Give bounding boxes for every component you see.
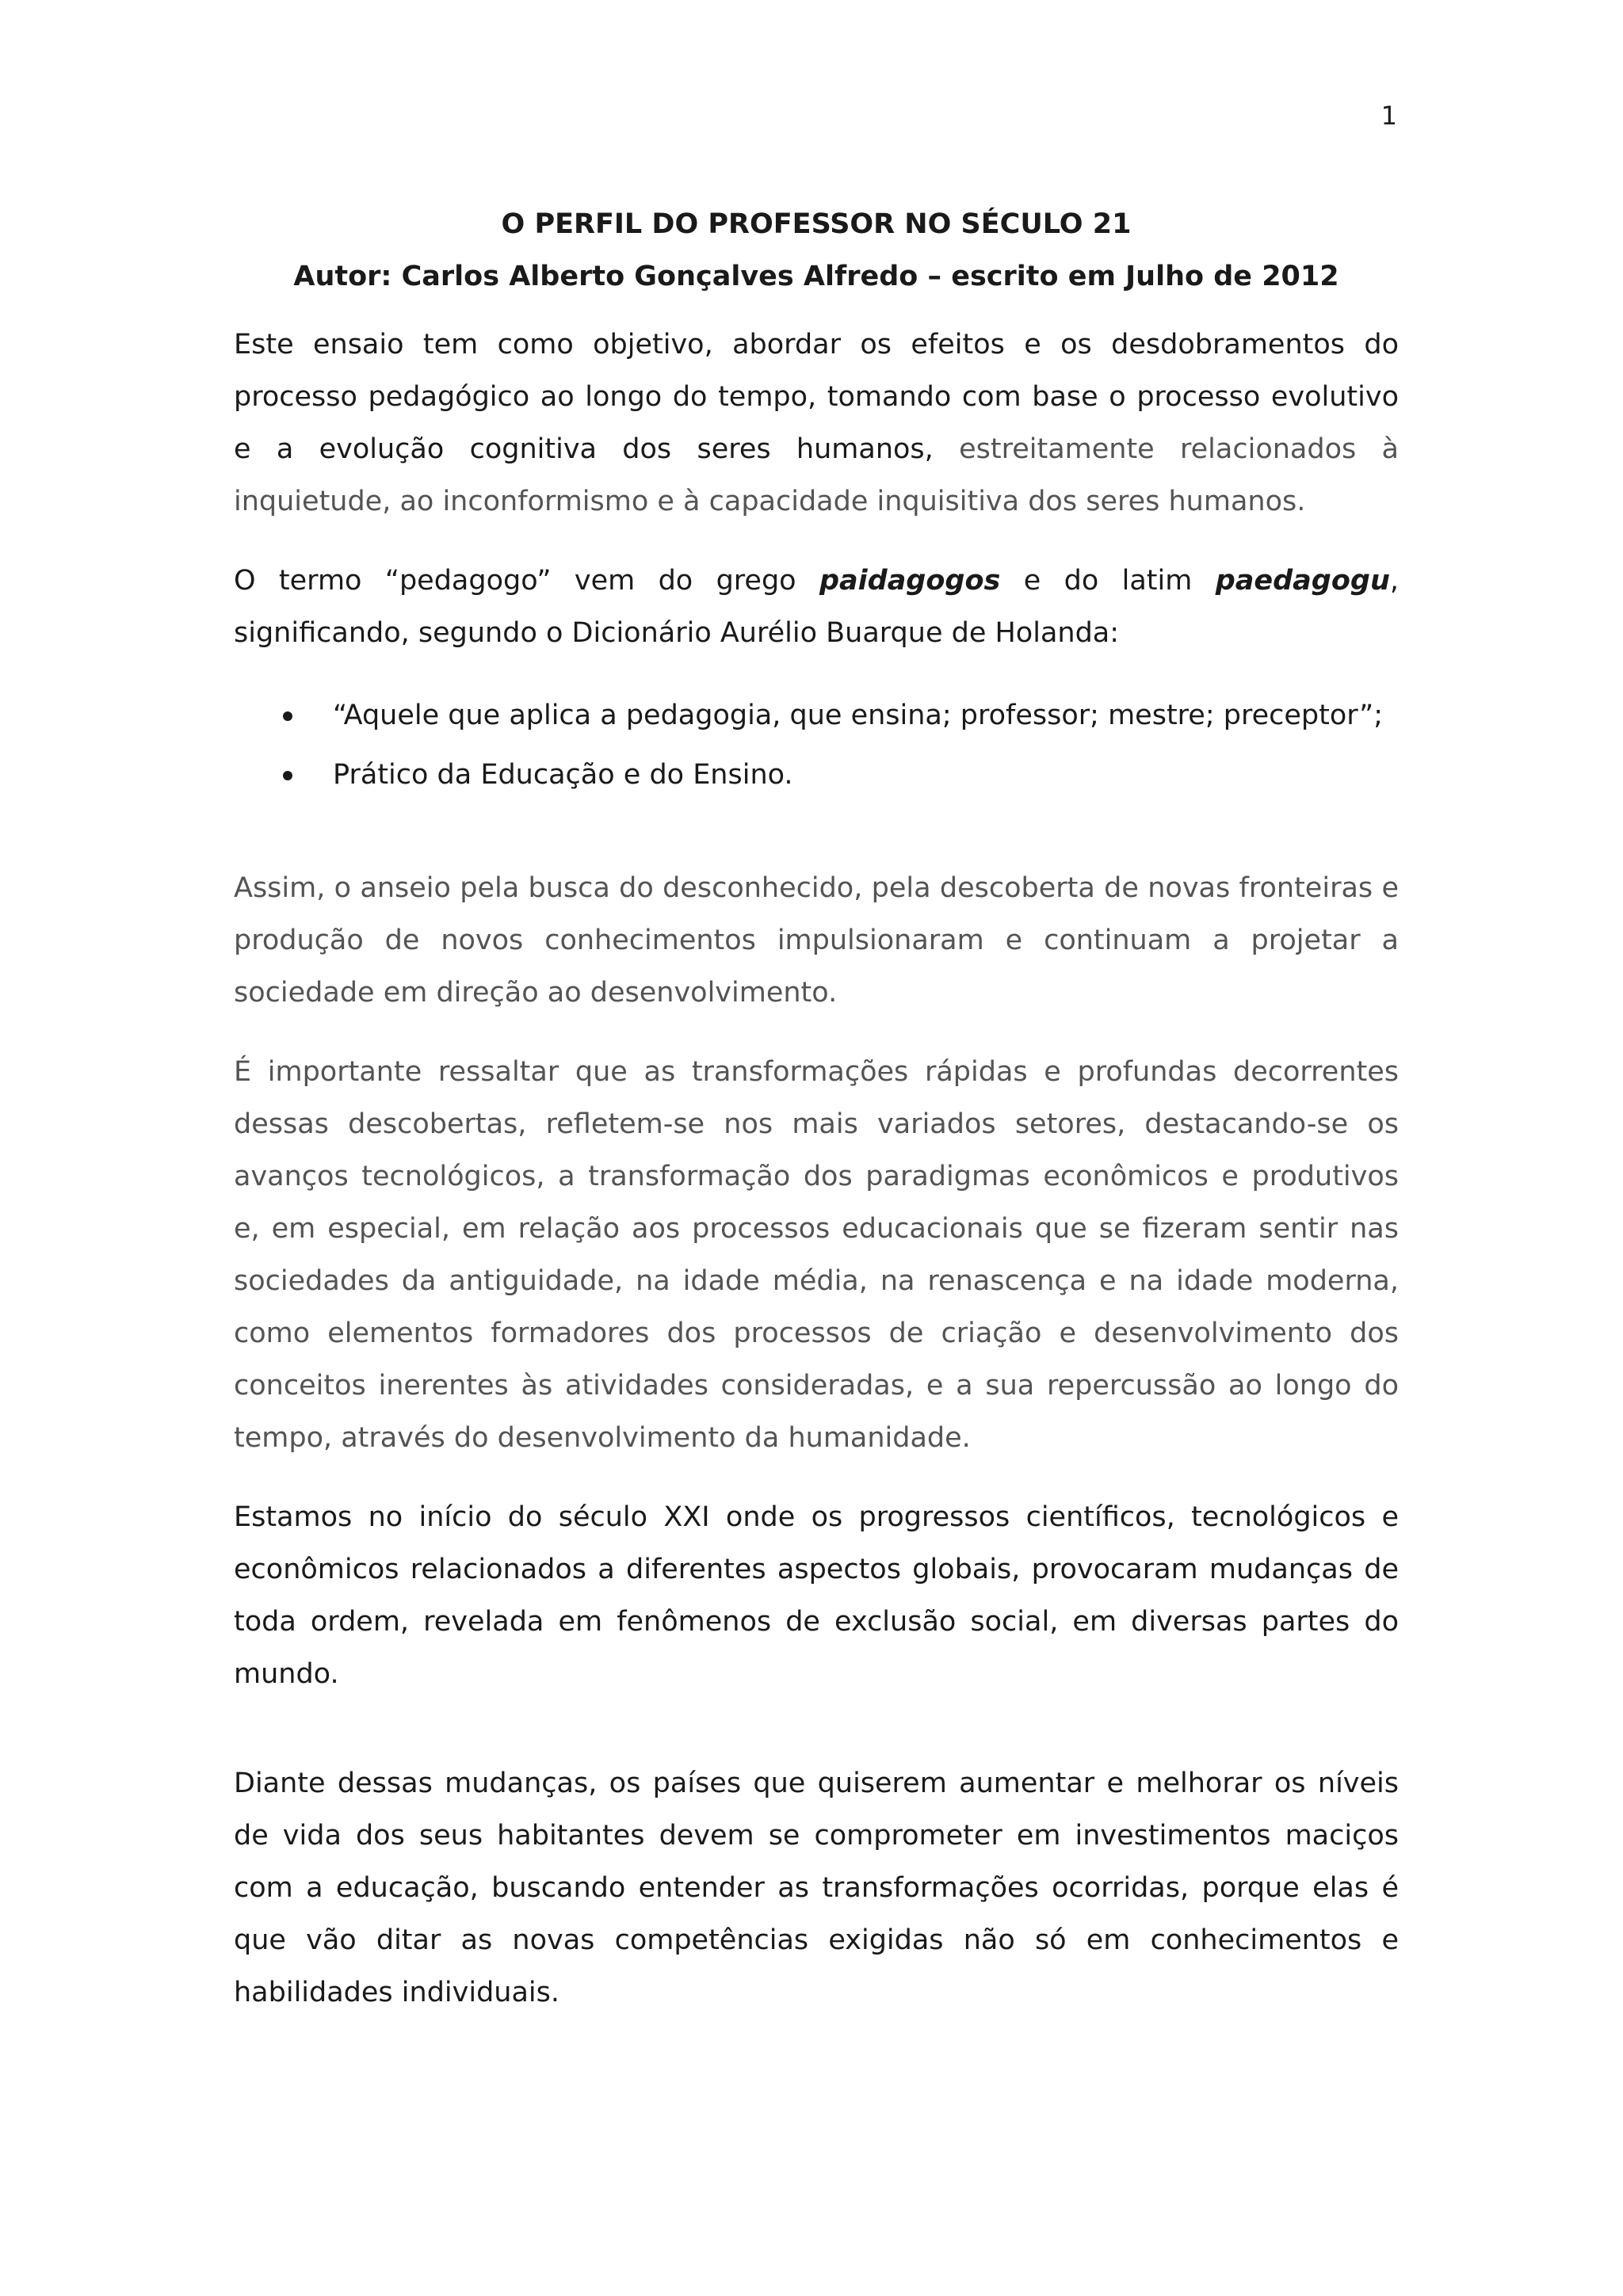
paragraph-term-part-b: e do latim <box>1000 565 1216 597</box>
page-number: 1 <box>1381 101 1397 131</box>
paragraph-mudancas: Diante dessas mudanças, os países que quiserem aumentar e melhorar os níveis de vida dos seus habitantes devem se comprometer em investimentos maciços com a educação, buscando entender as transformações ocorridas, porque elas é que vão ditar as novas competências exigidas não só em conhecimentos e habilidades individuais. <box>234 1768 1399 2008</box>
spacer <box>234 805 1399 862</box>
paragraph-seculo-xxi: Estamos no início do século XXI onde os progressos científicos, tecnológicos e econômicos relacionados a diferentes aspectos globais, provocaram mudanças de toda ordem, revelada em fenômenos de exclusão social, em diversas partes do mundo. <box>234 1501 1399 1690</box>
list-item-text: Prático da Educação e do Ensino. <box>333 759 793 791</box>
definition-list <box>234 686 1399 805</box>
term-latin: paedagogu <box>1215 565 1390 597</box>
document-title: O PERFIL DO PROFESSOR NO SÉCULO 21 <box>501 208 1132 240</box>
paragraph-intro-part-a: Este ensaio tem como objetivo, abordar os efeitos e os desdobramentos do processo pedagógico ao longo do tempo, tomando com base o processo evolutivo e a evolução cognitiva dos seres humanos, <box>234 329 1399 465</box>
author-line: Autor: Carlos Alberto Gonçalves Alfredo – escrito em Julho de 2012 <box>293 261 1339 292</box>
paragraph-anseio: Assim, o anseio pela busca do desconhecido, pela descoberta de novas fronteiras e produção de novos conhecimentos impulsionaram e continuam a projetar a sociedade em direção ao desenvolvimento. <box>234 872 1399 1009</box>
term-greek: paidagogos <box>819 565 1001 597</box>
paragraph-term-definition <box>234 555 1399 659</box>
bullet-icon <box>283 711 292 721</box>
paragraph-transformacoes: É importante ressaltar que as transformações rápidas e profundas decorrentes dessas descobertas, refletem-se nos mais variados setores, destacando-se os avanços tecnológicos, a transformação dos paradigmas econômicos e produtivos e, em especial, em relação aos processos educacionais que se fizeram sentir nas sociedades da antiguidade, na idade média, na renascença e na idade moderna, como elementos formadores dos processos de criação e desenvolvimento dos conceitos inerentes às atividades consideradas, e a sua repercussão ao longo do tempo, através do desenvolvimento da humanidade. <box>234 1056 1399 1454</box>
document-body <box>234 198 1399 2046</box>
spacer <box>234 1727 1399 1757</box>
paragraph-intro-part-b: estreitamente relacionados à inquietude, ao inconformismo e à capacidade inquisitiva dos seres humanos. <box>234 433 1399 517</box>
paragraph-term-part-c: , significando, segundo o Dicionário Aurélio Buarque de Holanda: <box>234 565 1399 649</box>
list-item <box>234 686 1399 746</box>
bullet-icon <box>283 771 292 780</box>
list-item <box>234 746 1399 805</box>
list-item-text: “Aquele que aplica a pedagogia, que ensina; professor; mestre; preceptor”; <box>333 700 1384 731</box>
paragraph-term-part-a: O termo “pedagogo” vem do grego <box>234 565 819 597</box>
paragraph-intro <box>234 318 1399 528</box>
